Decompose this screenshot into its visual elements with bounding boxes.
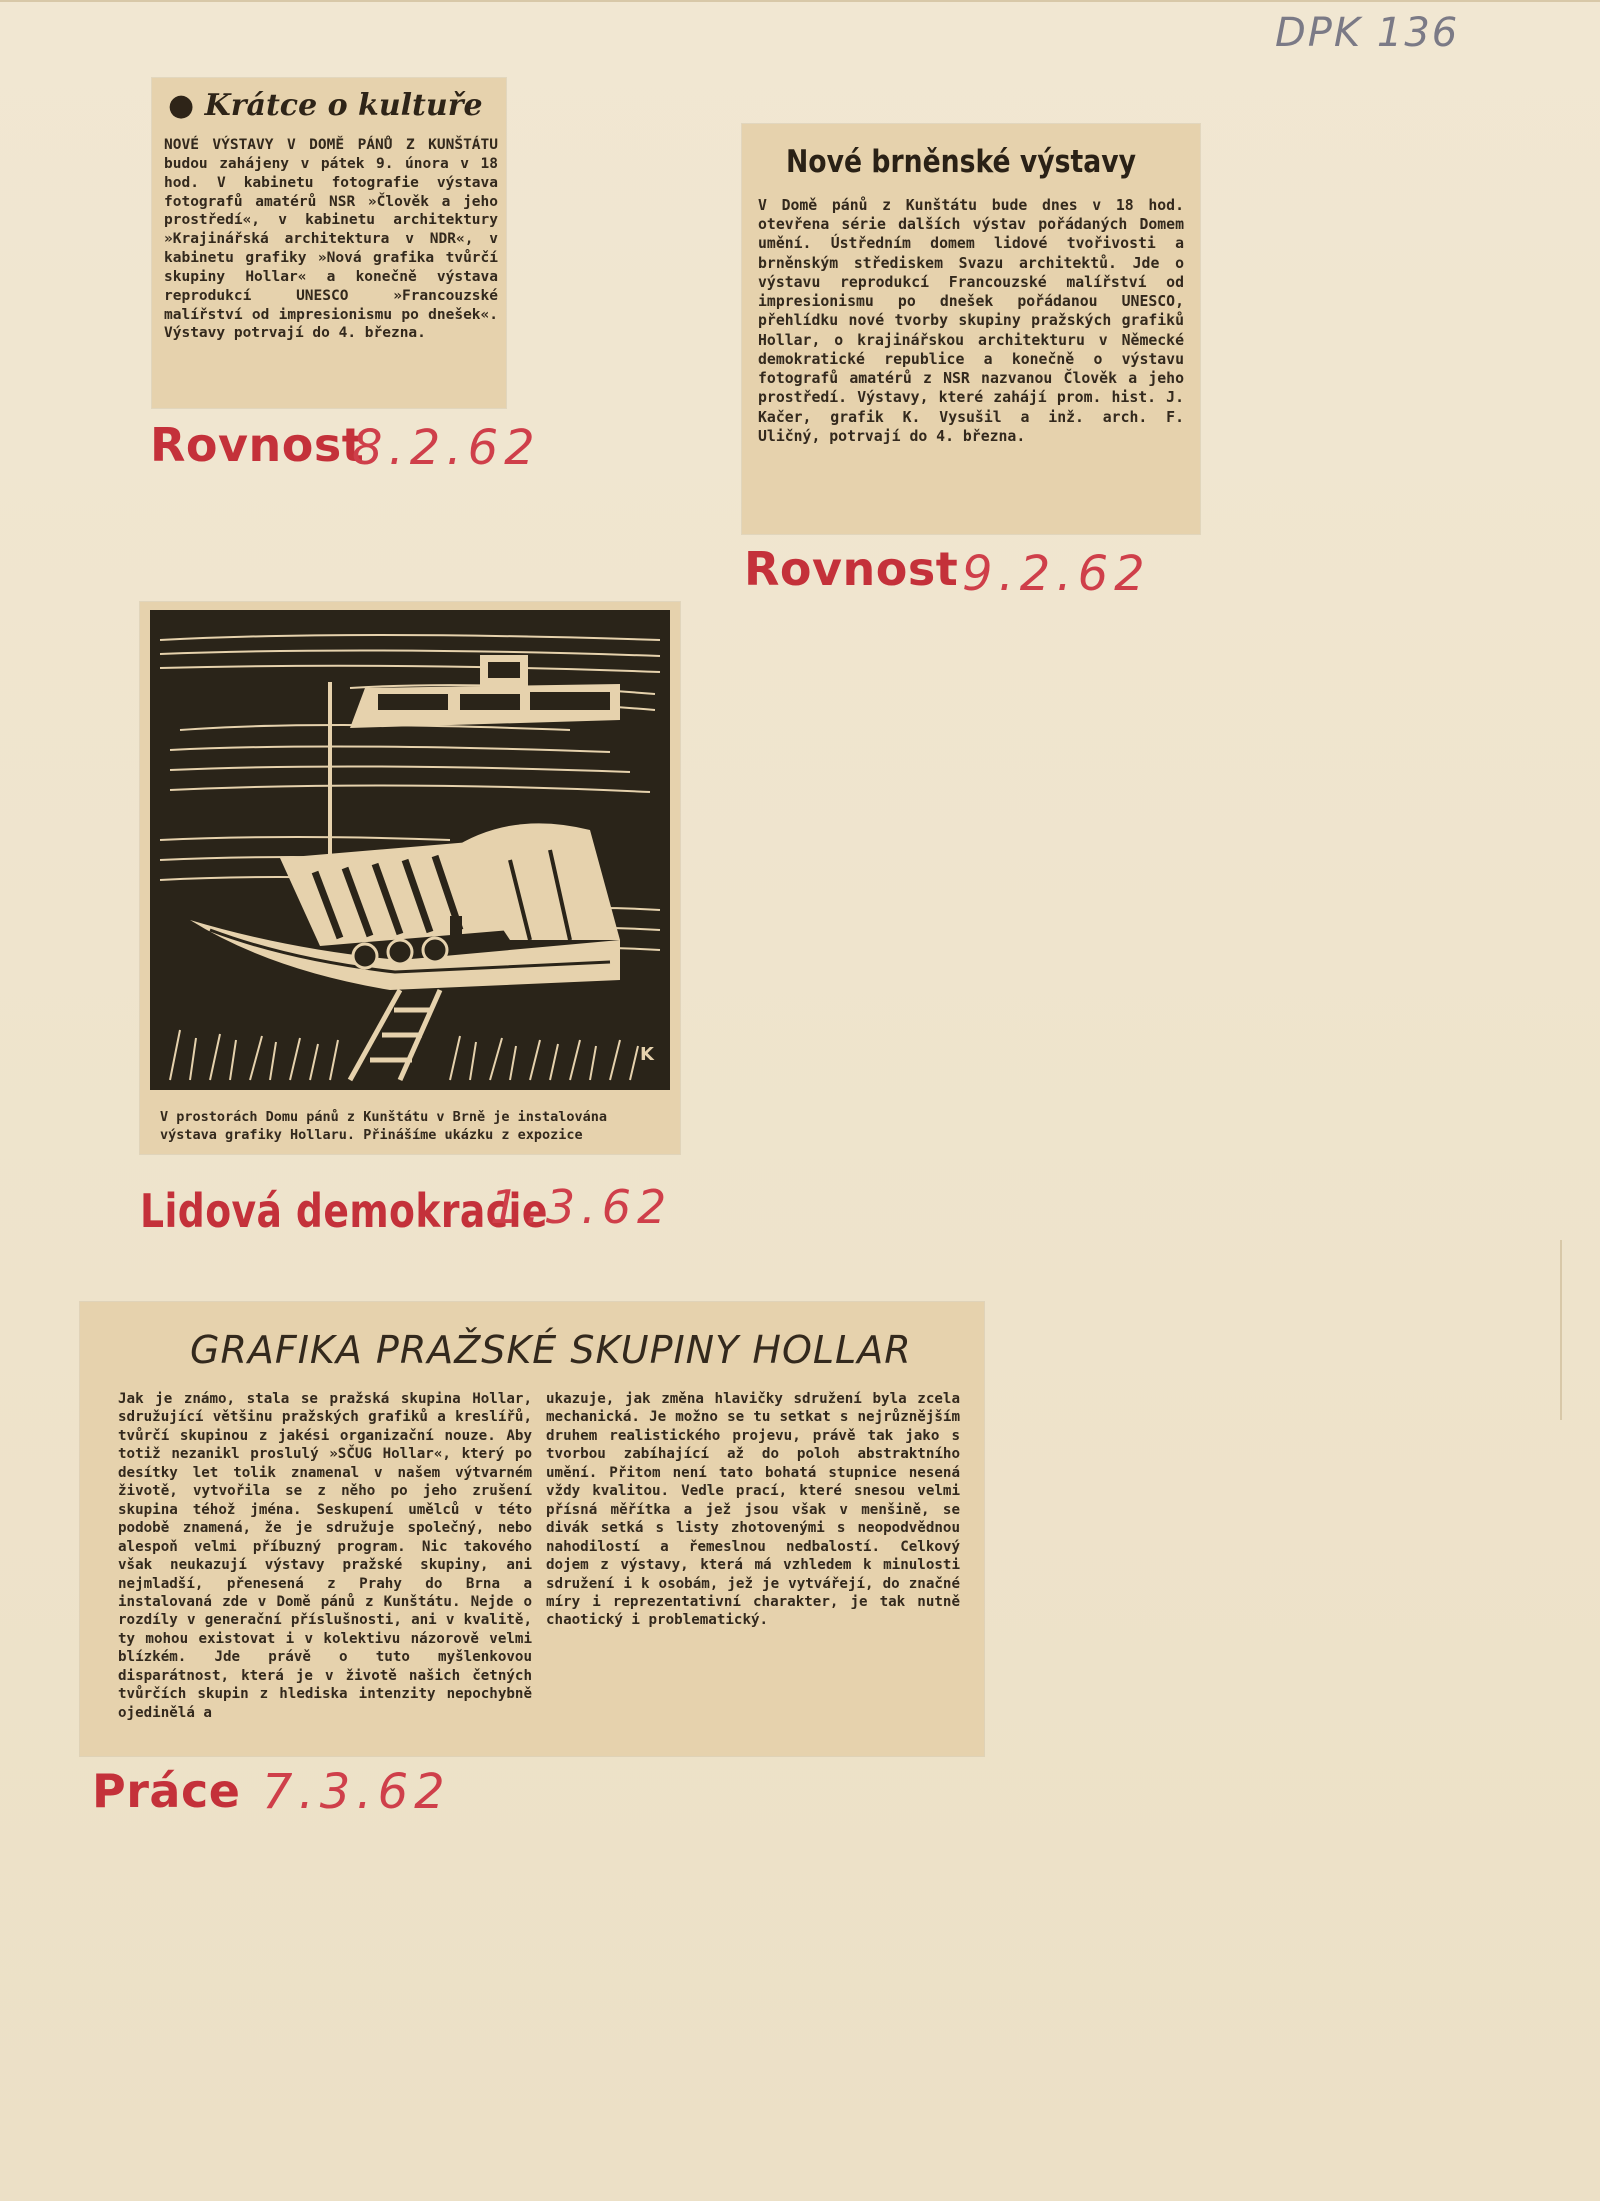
clip1-heading: ● Krátce o kultuře [168, 88, 483, 123]
woodcut-signature: K [640, 1044, 654, 1065]
woodcut-boat-illustration [150, 610, 670, 1090]
clip4-column-2: ukazuje, jak změna hlavičky sdružení byla zcela mechanická. Je možno se tu setkat s nejrůznějším druhem realistického projevu, právě tak jako s tvorbou zabíhající až do poloh abstraktního umění. Přitom není tato bohatá stupnice nesená vždy kvalitou. Vedle prací, které snesou velmi přísná měřítka a jež jsou však v menšině, se divák setká s listy zhotovenými s neopodvědnou nahodilostí a řemeslnou nedbalostí. Celkový dojem z výstavy, která má vzhledem k minulosti sdružení i k osobám, jež je vytvářejí, do značné míry i reprezentativní charakter, je tak nutně chaotický i problematický. [546, 1391, 960, 1629]
clip4-column-1: Jak je známo, stala se pražská skupina Hollar, sdružující většinu pražských grafiků a kreslířů, tvůrčí skupinou z jakési organizační nouze. Aby totiž nezanikl proslulý »SČUG Hollar«, který po desítky let tolik znamenal v našem výtvarném životě, vytvořila se z něho po jeho zrušení skupina téhož jména. Seskupení umělců v této podobě znamená, že je sdružuje společný, nebo alespoň velmi příbuzný program. Nic takového však neukazují výstavy pražské skupiny, ani nejmladší, přenesená z Prahy do Brna a instalovaná zde v Domě pánů z Kunštátu. Nejde o rozdíly v generační příslušnosti, ani v kvalitě, ty mohou existovat i v kolektivu názorově velmi blízkém. Jde právě o tuto myšlenkovou disparátnost, která je v životě našich četných tvůrčích skupin z hlediska intenzity nepochybně ojedinělá a [118, 1391, 532, 1721]
clip4-source: Práce [92, 1764, 241, 1818]
clipping-hollar-woodcut [140, 602, 680, 1154]
clip4-heading: GRAFIKA PRAŽSKÉ SKUPINY HOLLAR [190, 1328, 912, 1372]
clip1-date: 8.2.62 [352, 420, 541, 476]
clipping-nove-brnenske-vystavy [742, 124, 1200, 534]
fold-crease-right [1560, 1240, 1562, 1420]
clip2-date: 9.2.62 [962, 546, 1151, 602]
clip2-heading: Nové brněnské výstavy [786, 144, 1137, 180]
fold-crease-top [0, 0, 1600, 2]
clipping-grafika-prazske-skupiny-hollar [80, 1302, 984, 1756]
clip3-source: Lidová demokracie [140, 1184, 548, 1238]
clip4-date: 7.3.62 [262, 1764, 451, 1820]
clip2-source: Rovnost [744, 542, 959, 596]
clipping-kratce-o-kulture [152, 78, 506, 408]
clip4-columns [118, 1390, 960, 1722]
clip1-source: Rovnost [150, 418, 365, 472]
clip3-caption: V prostorách Domu pánů z Kunštátu v Brně je instalována výstava grafiky Hollaru. Přinášíme ukázku z expozice [160, 1109, 608, 1144]
clip3-date: 1.3.62 [490, 1180, 673, 1234]
archive-mark: DPK 136 [1275, 10, 1460, 56]
bullet-icon: ● [168, 88, 205, 123]
clip2-text: V Domě pánů z Kunštátu bude dnes v 18 hod. otevřena série dalších výstav pořádaných Domem umění. Ústředním domem lidové tvořivosti a brněnským střediskem Svazu architektů. Jde o výstavu reprodukcí Francouzské malířství od impresionismu po dnešek pořádanou UNESCO, přehlídku nové tvorby skupiny pražských grafiků Hollar, o krajinářskou architekturu v Německé demokratické republice a konečně o výstavu fotografů amatérů z NSR nazvanou Člověk a jeho prostředí. Výstavy, které zahájí prom. hist. J. Kačer, grafik K. Vysušil a inž. arch. F. Uličný, potrvají do 4. března. [758, 197, 1184, 445]
clip1-text: NOVÉ VÝSTAVY V DOMĚ PÁNŮ Z KUNŠTÁTU budou zahájeny v pátek 9. února v 18 hod. V kabinetu fotografie výstava fotografů amatérů NSR »Člověk a jeho prostředí«, v kabinetu architektury »Krajinářská architektura v NDR«, v kabinetu grafiky »Nová grafika tvůrčí skupiny Hollar« a konečně výstava reprodukcí UNESCO »Francouzské malířství od impresionismu po dnešek«. Výstavy potrvají do 4. března. [164, 137, 498, 342]
